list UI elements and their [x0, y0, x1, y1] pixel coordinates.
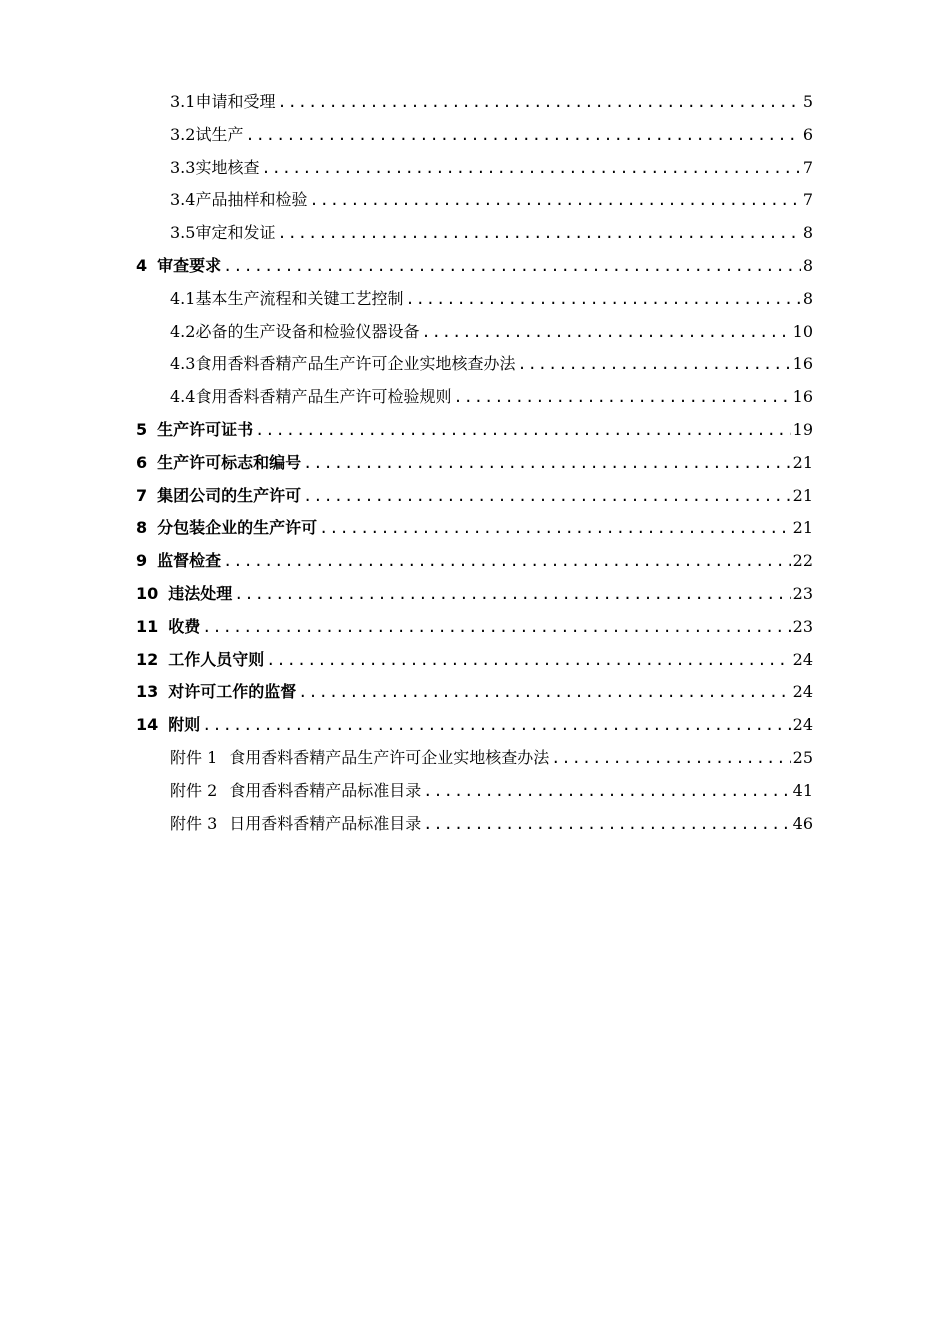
toc-entry-page-number: 16: [792, 354, 813, 374]
toc-entry-number: 附件 1: [170, 747, 218, 767]
toc-chapter-entry[interactable]: [0, 512, 950, 545]
toc-entry-number: 8: [136, 518, 148, 538]
toc-entry-page-number: 25: [792, 747, 813, 767]
toc-chapter-entry[interactable]: [0, 644, 950, 677]
toc-dot-leader: [298, 676, 790, 709]
toc-chapter-entry[interactable]: [0, 250, 950, 283]
toc-dot-leader: [255, 414, 790, 447]
toc-chapter-entry[interactable]: [0, 447, 950, 480]
toc-entry-page-number: 7: [802, 190, 813, 210]
toc-entry-number: 14: [136, 715, 159, 735]
toc-chapter-entry[interactable]: [0, 611, 950, 644]
toc-entry-number: 5: [136, 419, 148, 439]
toc-entry-page-number: 23: [792, 583, 813, 603]
toc-dot-leader: [309, 184, 800, 217]
toc-dot-leader: [266, 644, 790, 677]
toc-entry-number: 附件 2: [170, 780, 218, 800]
toc-entry-page-number: 24: [792, 715, 813, 735]
toc-entry-title: 申请和受理: [195, 92, 276, 111]
toc-section-entry[interactable]: [0, 119, 950, 152]
toc-entry-title: 附则: [168, 715, 201, 735]
toc-dot-leader: [245, 119, 800, 152]
toc-section-entry[interactable]: [0, 152, 950, 185]
toc-dot-leader: [405, 283, 800, 316]
toc-entry-title: 生产许可标志和编号: [157, 452, 302, 472]
toc-entry-page-number: 46: [792, 813, 813, 833]
toc-dot-leader: [234, 578, 790, 611]
toc-entry-title: 收费: [168, 616, 201, 636]
toc-entry-title: 食用香料香精产品生产许可企业实地核查办法: [229, 747, 550, 767]
toc-entry-page-number: 16: [792, 387, 813, 407]
toc-chapter-entry[interactable]: [0, 545, 950, 578]
toc-chapter-entry[interactable]: [0, 676, 950, 709]
toc-entry-number: 3.2: [170, 124, 196, 144]
toc-dot-leader: [421, 316, 790, 349]
toc-section-entry[interactable]: [0, 283, 950, 316]
toc-entry-number: 4.3: [170, 354, 196, 374]
toc-entry-number: 12: [136, 649, 159, 669]
toc-entry-page-number: 41: [792, 780, 813, 800]
toc-entry-number: 3.1: [170, 92, 196, 111]
toc-entry-title: 食用香料香精产品标准目录: [229, 780, 422, 800]
toc-entry-title: 食用香料香精产品生产许可检验规则: [195, 387, 452, 407]
toc-dot-leader: [223, 250, 801, 283]
toc-entry-page-number: 5: [802, 92, 813, 111]
toc-entry-page-number: 8: [802, 255, 813, 275]
toc-entry-title: 必备的生产设备和检验仪器设备: [195, 321, 420, 341]
toc-dot-leader: [303, 447, 790, 480]
toc-entry-title: 日用香料香精产品标准目录: [229, 813, 422, 833]
toc-dot-leader: [277, 86, 800, 119]
toc-entry-page-number: 8: [802, 223, 813, 243]
toc-entry-number: 9: [136, 551, 148, 571]
toc-chapter-entry[interactable]: [0, 578, 950, 611]
toc-entry-title: 违法处理: [168, 583, 233, 603]
toc-entry-number: 4: [136, 255, 148, 275]
toc-dot-leader: [423, 775, 790, 808]
toc-dot-leader: [202, 611, 790, 644]
toc-section-entry[interactable]: [0, 348, 950, 381]
toc-entry-number: 6: [136, 452, 148, 472]
toc-entry-title: 审定和发证: [195, 223, 276, 243]
toc-entry-page-number: 6: [802, 124, 813, 144]
toc-entry-number: 3.3: [170, 157, 196, 177]
toc-entry-number: 附件 3: [170, 813, 218, 833]
toc-appendix-entry[interactable]: [0, 742, 950, 775]
toc-dot-leader: [303, 480, 790, 513]
toc-dot-leader: [261, 152, 800, 185]
toc-appendix-entry[interactable]: [0, 775, 950, 808]
toc-entry-number: 4.2: [170, 321, 196, 341]
toc-dot-leader: [453, 381, 790, 414]
toc-appendix-entry[interactable]: [0, 808, 950, 841]
toc-dot-leader: [551, 742, 790, 775]
toc-section-entry[interactable]: [0, 86, 950, 119]
toc-dot-leader: [423, 808, 790, 841]
toc-chapter-entry[interactable]: [0, 480, 950, 513]
toc-section-entry[interactable]: [0, 184, 950, 217]
toc-entry-title: 试生产: [195, 124, 244, 144]
toc-entry-number: 13: [136, 682, 159, 702]
toc-entry-title: 产品抽样和检验: [195, 190, 308, 210]
toc-dot-leader: [517, 348, 790, 381]
toc-entry-number: 4.1: [170, 288, 196, 308]
toc-dot-leader: [319, 512, 790, 545]
toc-entry-number: 11: [136, 616, 159, 636]
toc-entry-title: 集团公司的生产许可: [157, 485, 302, 505]
toc-entry-number: 4.4: [170, 387, 196, 407]
toc-dot-leader: [223, 545, 790, 578]
toc-entry-title: 食用香料香精产品生产许可企业实地核查办法: [195, 354, 516, 374]
toc-entry-page-number: 24: [792, 649, 813, 669]
toc-entry-title: 分包装企业的生产许可: [157, 518, 318, 538]
toc-entry-page-number: 7: [802, 157, 813, 177]
toc-entry-number: 10: [136, 583, 159, 603]
toc-entry-title: 监督检查: [157, 551, 222, 571]
toc-entry-number: 3.4: [170, 190, 196, 210]
toc-entry-page-number: 22: [792, 551, 813, 571]
toc-entry-title: 审查要求: [157, 255, 222, 275]
toc-entry-number: 3.5: [170, 223, 196, 243]
toc-section-entry[interactable]: [0, 316, 950, 349]
toc-dot-leader: [277, 217, 800, 250]
toc-section-entry[interactable]: [0, 381, 950, 414]
toc-entry-title: 实地核查: [195, 157, 260, 177]
toc-entry-title: 基本生产流程和关键工艺控制: [195, 288, 404, 308]
toc-entry-page-number: 21: [792, 518, 813, 538]
toc-entry-number: 7: [136, 485, 148, 505]
toc-chapter-entry[interactable]: [0, 414, 950, 447]
toc-entry-page-number: 24: [792, 682, 813, 702]
toc-chapter-entry[interactable]: [0, 709, 950, 742]
toc-entry-page-number: 10: [792, 321, 813, 341]
toc-dot-leader: [202, 709, 790, 742]
toc-entry-page-number: 8: [802, 288, 813, 308]
table-of-contents: [0, 86, 950, 840]
toc-entry-page-number: 21: [792, 452, 813, 472]
toc-entry-page-number: 21: [792, 485, 813, 505]
toc-section-entry[interactable]: [0, 217, 950, 250]
toc-entry-title: 工作人员守则: [168, 649, 265, 669]
toc-entry-title: 生产许可证书: [157, 419, 254, 439]
toc-entry-page-number: 23: [792, 616, 813, 636]
toc-entry-title: 对许可工作的监督: [168, 682, 297, 702]
toc-entry-page-number: 19: [792, 419, 813, 439]
